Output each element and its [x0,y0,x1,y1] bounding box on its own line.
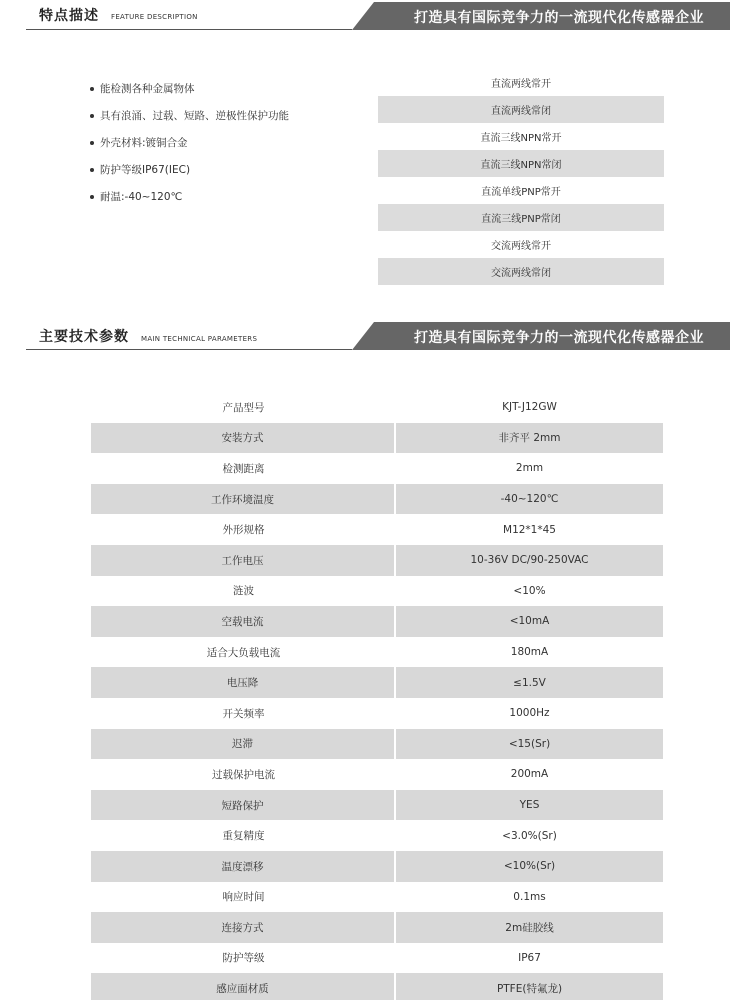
param-name: 开关频率 [222,707,265,720]
param-name: 响应时间 [222,891,265,904]
feature-item [90,129,289,156]
banner-corner [352,322,374,350]
slogan-text: 打造具有国际竞争力的一流现代化传感器企业 [414,330,704,346]
param-name: 工作电压 [91,545,396,576]
bullet-icon [90,87,94,91]
param-value: <10mA [396,606,663,637]
feature-section-header [0,2,750,31]
params-section-header [0,322,750,351]
feature-item [90,156,289,183]
params-title-en: MAIN TECHNICAL PARAMETERS [141,335,258,343]
banner-corner [352,2,374,30]
feature-item-text: 具有浪涌、过载、短路、逆极性保护功能 [100,110,289,122]
param-name: 涟波 [233,585,254,598]
param-name: 电压降 [91,667,396,698]
param-name: 感应面材质 [91,973,396,1000]
param-value: 200mA [510,768,549,781]
param-value: <10% [513,584,546,597]
table-row [91,606,663,637]
param-name: 安装方式 [91,423,396,454]
output-type-row: 直流两线常开 [491,79,551,90]
param-value: 10-36V DC/90-250VAC [396,545,663,576]
param-name: 检测距离 [222,462,265,475]
param-name: 空载电流 [91,606,396,637]
table-row [91,667,663,698]
param-name: 过载保护电流 [212,768,275,781]
output-type-row: 交流两线常闭 [378,258,664,285]
feature-item-text: 耐温:-40~120℃ [100,191,183,203]
param-value: IP67 [518,951,541,964]
bullet-icon [90,141,94,145]
feature-item-text: 外壳材料:镀铜合金 [100,137,188,149]
param-value: <3.0%(Sr) [502,829,557,842]
output-type-row: 直流单线PNP常开 [481,187,561,198]
table-row [91,637,663,668]
feature-item [90,75,289,102]
feature-title-en: FEATURE DESCRIPTION [111,13,198,21]
param-value: 非齐平 2mm [396,423,663,454]
slogan-banner [352,2,730,30]
table-row [91,698,663,729]
table-row [91,973,663,1000]
table-row [91,423,663,454]
param-value: <15(Sr) [396,729,663,760]
param-value: M12*1*45 [503,523,556,536]
param-name: 短路保护 [91,790,396,821]
param-name: 产品型号 [222,401,265,414]
param-value: YES [396,790,663,821]
table-row [91,851,663,882]
feature-list [90,75,289,210]
param-value: <10%(Sr) [396,851,663,882]
slogan-banner [352,322,730,350]
param-name: 连接方式 [91,912,396,943]
param-name: 外形规格 [222,524,265,537]
table-row [91,882,663,913]
table-row [91,729,663,760]
table-row [91,912,663,943]
bullet-icon [90,168,94,172]
table-row [91,453,663,484]
table-row [91,820,663,851]
table-row [91,943,663,974]
param-value: KJT-J12GW [502,401,557,414]
param-value: -40~120℃ [396,484,663,515]
param-value: ≤1.5V [396,667,663,698]
param-value: 2m硅胶线 [396,912,663,943]
feature-item-text: 防护等级IP67(IEC) [100,164,191,176]
param-name: 适合大负载电流 [206,646,281,659]
feature-item-text: 能检测各种金属物体 [100,83,195,95]
table-row [91,514,663,545]
feature-item [90,183,289,210]
param-value: PTFE(特氟龙) [396,973,663,1000]
table-row [91,790,663,821]
feature-title: 特点描述 [39,8,99,24]
slogan-text: 打造具有国际竞争力的一流现代化传感器企业 [414,10,704,26]
param-name: 重复精度 [222,830,265,843]
table-row [91,392,663,423]
feature-item [90,102,289,129]
bullet-icon [90,195,94,199]
params-title: 主要技术参数 [39,329,129,345]
param-name: 温度漂移 [91,851,396,882]
table-row [91,576,663,607]
param-name: 迟滞 [91,729,396,760]
output-type-row: 直流三线NPN常开 [480,133,562,144]
param-value: 1000Hz [509,707,550,720]
param-name: 工作环境温度 [91,484,396,515]
output-type-list [378,69,664,285]
output-type-row: 交流两线常开 [491,241,551,252]
param-value: 180mA [510,646,549,659]
parameter-table [91,392,663,1000]
output-type-row: 直流两线常闭 [378,96,664,123]
output-type-row: 直流三线PNP常闭 [378,204,664,231]
table-row [91,484,663,515]
param-name: 防护等级 [222,952,265,965]
table-row [91,759,663,790]
output-type-row: 直流三线NPN常闭 [378,150,664,177]
param-value: 0.1ms [513,890,546,903]
param-value: 2mm [515,462,544,475]
table-row [91,545,663,576]
bullet-icon [90,114,94,118]
